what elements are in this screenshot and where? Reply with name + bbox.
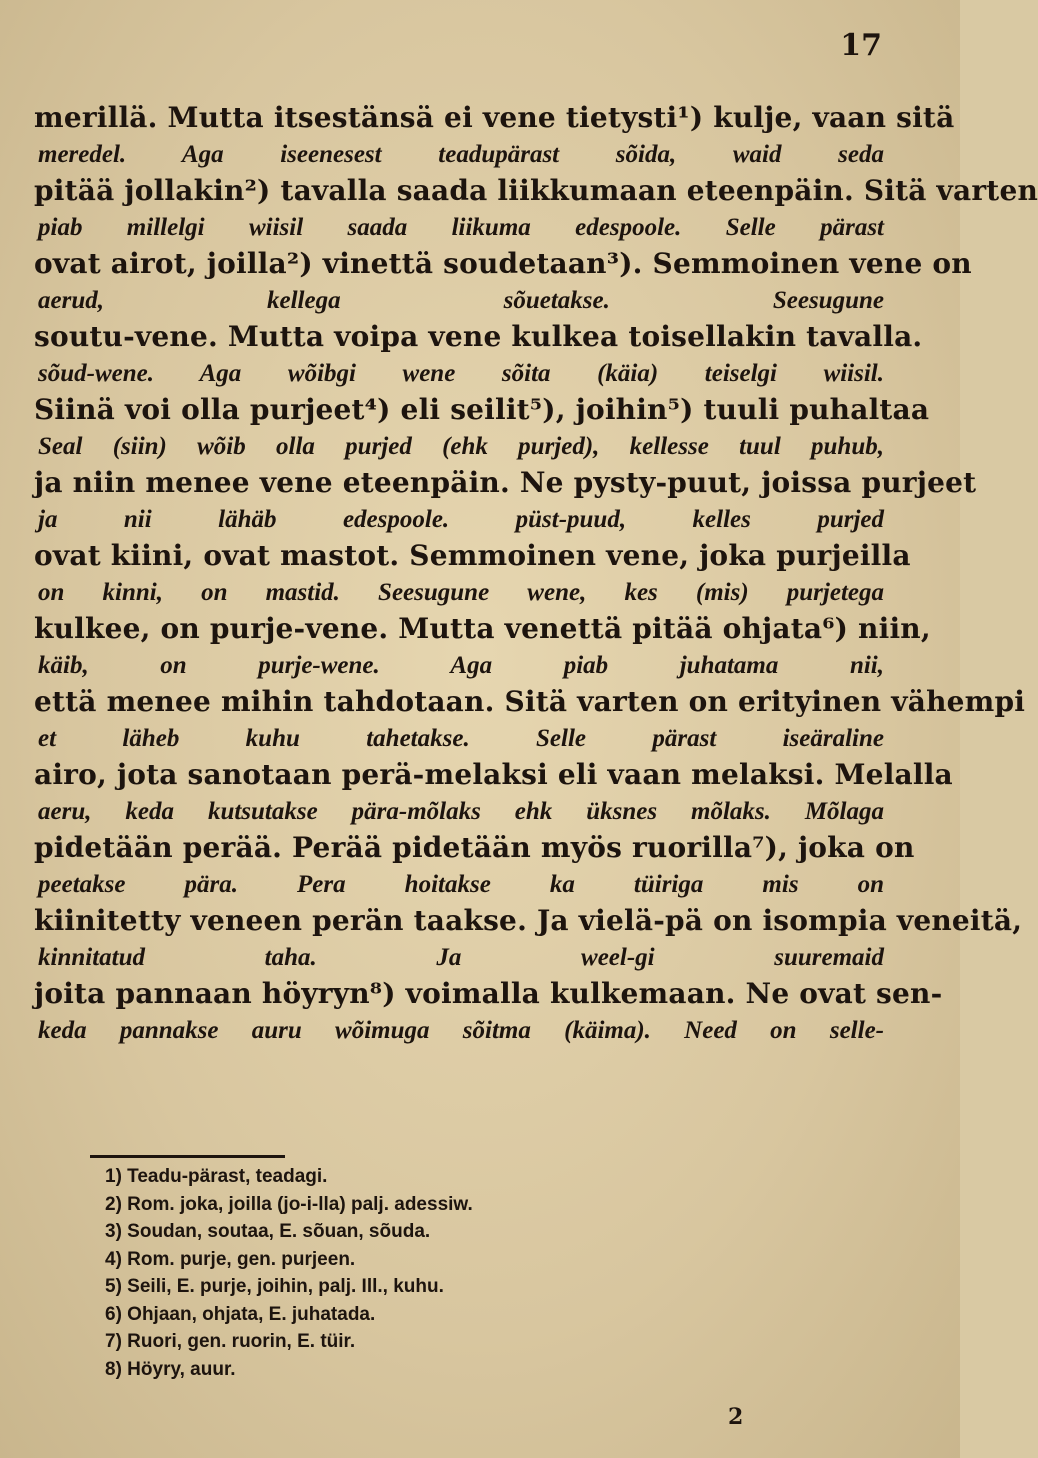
finnish-line: ja niin menee vene eteenpäin. Ne pysty-puut, joissa purjeet	[34, 466, 977, 499]
estonian-line: peetakse pära. Pera hoitakse ka tüiriga mis on	[38, 870, 884, 898]
footnote: 3) Soudan, soutaa, E. sõuan, sõuda.	[105, 1221, 431, 1242]
estonian-line: meredel. Aga iseenesest teadupärast sõida, waid seda	[38, 140, 884, 168]
printer-signature-mark: 2	[728, 1404, 744, 1430]
footnote-divider	[90, 1155, 285, 1158]
finnish-line: pidetään perää. Perää pidetään myös ruorilla⁷), joka on	[34, 831, 915, 864]
estonian-line: ja nii lähäb edespoole. püst-puud, kelles purjed	[38, 505, 884, 533]
footnote: 8) Höyry, auur.	[105, 1358, 236, 1380]
footnote: 2) Rom. joka, joilla (jo-i-lla) palj. adessiw.	[105, 1193, 473, 1215]
finnish-line: kulkee, on purje-vene. Mutta venettä pitää ohjata⁶) niin,	[34, 612, 931, 645]
finnish-line: Siinä voi olla purjeet⁴) eli seilit⁵), joihin⁵) tuuli puhaltaa	[34, 393, 930, 426]
finnish-line: ovat kiini, ovat mastot. Semmoinen vene, joka purjeilla	[34, 539, 911, 572]
estonian-line: sõud-wene. Aga wõibgi wene sõita (käia) teiselgi wiisil.	[38, 359, 884, 387]
footnote: 6) Ohjaan, ohjata, E. juhatada.	[105, 1303, 376, 1325]
footnote: 4) Rom. purje, gen. purjeen.	[105, 1248, 356, 1270]
footnote: 1) Teadu-pärast, teadagi.	[105, 1166, 328, 1187]
estonian-line: aerud, kellega sõuetakse. Seesugune	[38, 286, 884, 314]
finnish-line: merillä. Mutta itsestänsä ei vene tietysti¹) kulje, vaan sitä	[34, 101, 955, 134]
finnish-line: että menee mihin tahdotaan. Sitä varten on erityinen vähempi	[34, 685, 1026, 718]
page-number: 17	[840, 28, 882, 63]
finnish-line: ovat airot, joilla²) vinettä soudetaan³). Semmoinen vene on	[34, 247, 972, 280]
footnotes	[105, 1163, 605, 1383]
estonian-line: piab millelgi wiisil saada liikuma edespoole. Selle pärast	[38, 213, 884, 241]
finnish-line: pitää jollakin²) tavalla saada liikkumaan eteenpäin. Sitä varten	[34, 174, 1038, 207]
footnote: 5) Seili, E. purje, joihin, palj. Ill., kuhu.	[105, 1276, 444, 1297]
finnish-line: kiinitetty veneen perän taakse. Ja vielä-pä on isompia veneitä,	[34, 904, 1023, 937]
estonian-line: Seal (siin) wõib olla purjed (ehk purjed), kellesse tuul puhub,	[38, 432, 884, 460]
estonian-line: käib, on purje-wene. Aga piab juhatama nii,	[38, 651, 884, 679]
footnote: 7) Ruori, gen. ruorin, E. tüir.	[105, 1331, 356, 1352]
estonian-line: kinnitatud taha. Ja weel-gi suuremaid	[38, 943, 884, 971]
finnish-line: airo, jota sanotaan perä-melaksi eli vaan melaksi. Melalla	[34, 758, 953, 791]
finnish-line: joita pannaan höyryn⁸) voimalla kulkemaan. Ne ovat sen-	[34, 977, 943, 1010]
estonian-line: keda pannakse auru wõimuga sõitma (käima). Need on selle-	[38, 1016, 884, 1044]
estonian-line: et läheb kuhu tahetakse. Selle pärast iseäraline	[38, 724, 884, 752]
estonian-line: on kinni, on mastid. Seesugune wene, kes (mis) purjetega	[38, 578, 884, 606]
body-text	[34, 100, 1038, 1049]
estonian-line: aeru, keda kutsutakse pära-mõlaks ehk üksnes mõlaks. Mõlaga	[38, 797, 884, 825]
finnish-line: soutu-vene. Mutta voipa vene kulkea toisellakin tavalla.	[34, 320, 923, 353]
